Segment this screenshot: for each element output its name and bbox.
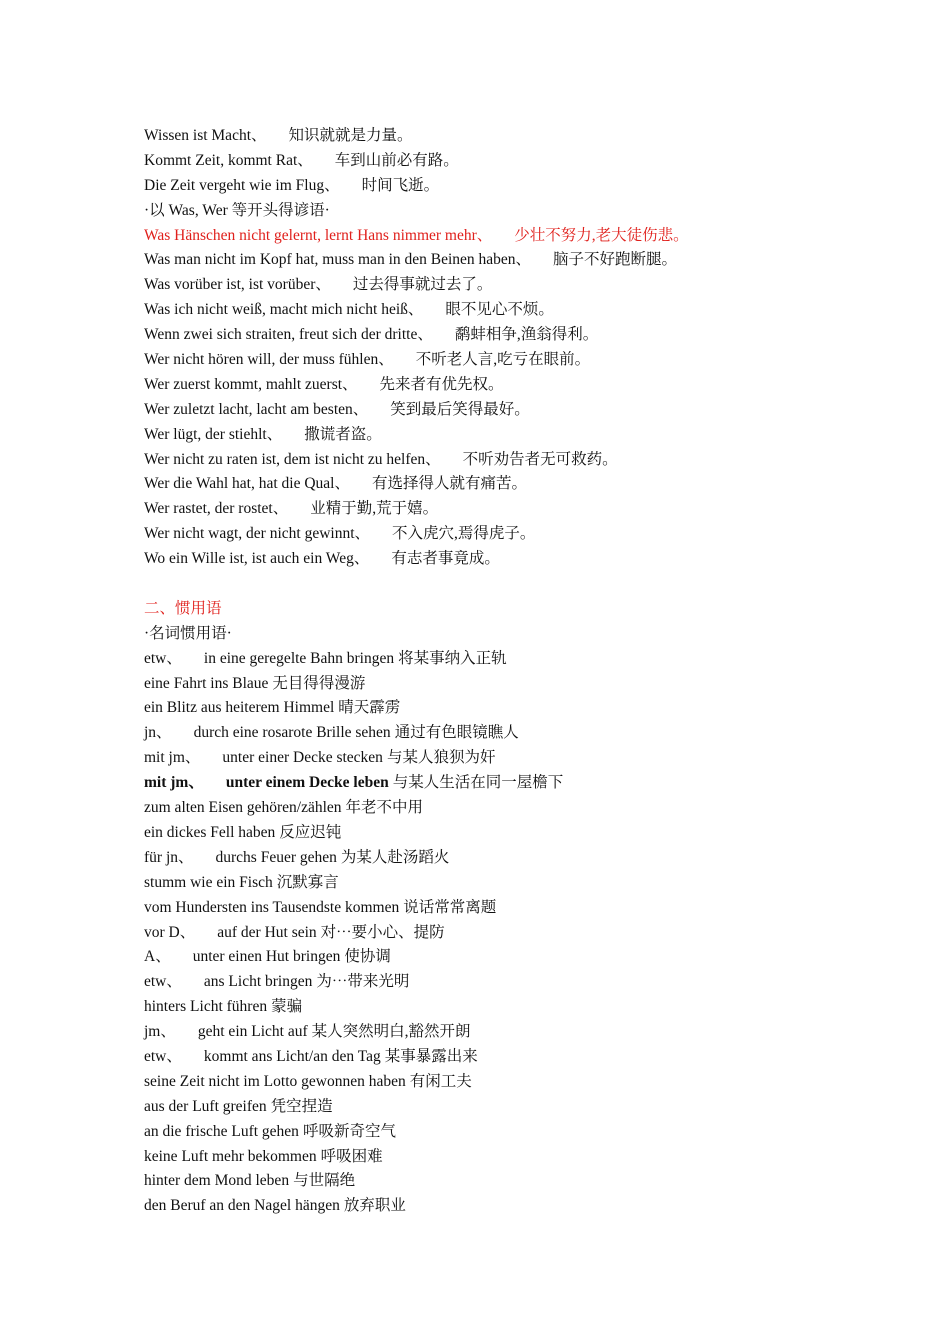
idiom-prefix: etw、 [144,973,182,991]
proverb-chinese: 鹬蚌相争,渔翁得利。 [454,326,599,344]
idiom-chinese: 凭空捏造 [270,1097,333,1115]
proverb-line [144,124,864,149]
idiom-chinese: 有闲工夫 [409,1072,472,1090]
idiom-line [144,945,864,970]
idiom-line [144,721,864,746]
idiom-prefix: vor D、 [144,923,196,941]
idiom-prefix: jm、 [144,1023,176,1041]
proverb-line [144,348,864,373]
idiom-chinese: 说话常常离题 [403,898,497,916]
idiom-line [144,1095,864,1120]
proverb-line [144,547,864,572]
idiom-line [144,746,864,771]
proverb-chinese: 有志者事竟成。 [391,550,500,568]
proverb-chinese: 车到山前必有路。 [334,151,459,169]
idiom-chinese: 年老不中用 [345,799,424,817]
idiom-german: den Beruf an den Nagel hängen [144,1197,340,1215]
idiom-line [144,1120,864,1145]
idiom-line [144,647,864,672]
proverb-line [144,323,864,348]
proverb-subheading [144,199,864,224]
proverb-german: Wenn zwei sich straiten, freut sich der dritte、 [144,326,433,344]
proverbs-section [144,124,864,572]
idiom-chinese: 通过有色眼镜瞧人 [394,724,519,742]
proverb-chinese: 眼不见心不烦。 [445,301,554,319]
idiom-german: an die frische Luft gehen [144,1122,299,1140]
proverb-german: Wer nicht wagt, der nicht gewinnt、 [144,525,371,543]
idiom-german: kommt ans Licht/an den Tag [203,1047,381,1065]
section-gap [144,572,864,597]
proverb-line [144,448,864,473]
section-heading: 二、惯用语 [144,599,222,617]
idiom-german: ans Licht bringen [203,973,313,991]
idiom-prefix: für jn、 [144,848,194,866]
idiom-german: geht ein Licht auf [197,1023,308,1041]
idiom-line [144,1070,864,1095]
proverb-german: Was Hänschen nicht gelernt, lernt Hans nimmer mehr、 [144,226,493,244]
idiom-line-bold [144,771,864,796]
idiom-prefix: mit jm、 [144,749,201,767]
idiom-german: keine Luft mehr bekommen [144,1147,317,1165]
proverb-german: Die Zeit vergeht wie im Flug、 [144,176,340,194]
idiom-german: aus der Luft greifen [144,1097,267,1115]
idiom-german: durch eine rosarote Brille sehen [193,724,391,742]
proverb-line [144,298,864,323]
idiom-line [144,821,864,846]
idiom-line [144,921,864,946]
idiom-chinese: 呼吸新奇空气 [302,1122,396,1140]
idiom-chinese: 为⋯带来光明 [316,973,410,991]
proverb-german: Was man nicht im Kopf hat, muss man in den Beinen haben、 [144,251,532,269]
idiom-chinese: 无目得得漫游 [272,674,366,692]
proverb-line [144,398,864,423]
proverb-german: Kommt Zeit, kommt Rat、 [144,151,313,169]
idiom-german: seine Zeit nicht im Lotto gewonnen haben [144,1072,406,1090]
proverb-line [144,373,864,398]
proverb-chinese: 不听劝告者无可救药。 [462,450,618,468]
proverb-german: Wer nicht zu raten ist, dem ist nicht zu helfen、 [144,450,441,468]
idiom-prefix: etw、 [144,1047,182,1065]
idiom-chinese: 反应迟钝 [279,823,342,841]
idiom-german: zum alten Eisen gehören/zählen [144,799,342,817]
idiom-chinese: 放弃职业 [343,1197,406,1215]
idiom-german: hinters Licht führen [144,998,268,1016]
idiom-chinese: 将某事纳入正轨 [398,649,507,667]
proverb-chinese: 业精于勤,荒于嬉。 [310,500,439,518]
proverb-line [144,174,864,199]
proverb-german: Wo ein Wille ist, ist auch ein Weg、 [144,550,370,568]
proverb-line [144,472,864,497]
section-subheading: ·名词惯用语· [144,624,232,642]
proverb-line [144,248,864,273]
idiom-prefix: mit jm、 [144,774,204,792]
proverb-german: Wissen ist Macht、 [144,127,267,144]
proverb-chinese: 脑子不好跑断腿。 [553,251,678,269]
idiom-german: eine Fahrt ins Blaue [144,674,269,692]
idiom-chinese: 呼吸困难 [320,1147,383,1165]
idiom-prefix: A、 [144,948,171,966]
idiom-german: auf der Hut sein [217,923,317,941]
proverb-german: Was ich nicht weiß, macht mich nicht heiß、 [144,301,424,319]
proverb-chinese: 笑到最后笑得最好。 [390,400,530,418]
idiom-line [144,672,864,697]
idiom-chinese: 与某人生活在同一屋檐下 [392,774,564,792]
proverb-line [144,522,864,547]
idiom-line [144,696,864,721]
proverb-chinese: 过去得事就过去了。 [352,276,493,294]
proverb-german: Wer rastet, der rostet、 [144,500,289,518]
idiom-german: hinter dem Mond leben [144,1172,290,1190]
idiom-german: durchs Feuer gehen [215,848,337,866]
idiom-line [144,1020,864,1045]
proverb-line [144,273,864,298]
idiom-german: vom Hundersten ins Tausendste kommen [144,898,400,916]
idiom-chinese: 与某人狼狈为奸 [386,749,496,767]
proverb-german: Wer die Wahl hat, hat die Qual、 [144,475,350,493]
proverb-chinese: 不入虎穴,焉得虎子。 [392,525,536,543]
proverb-german: Wer zuletzt lacht, lacht am besten、 [144,400,369,418]
idiom-german: ein dickes Fell haben [144,823,276,841]
idiom-german: in eine geregelte Bahn bringen [203,649,395,667]
idiom-line [144,995,864,1020]
idiom-line [144,1169,864,1194]
idiom-german: unter einen Hut bringen [192,948,341,966]
proverb-chinese: 少壮不努力,老大徒伤悲。 [514,226,689,244]
idiom-chinese: 对⋯要小心、提防 [320,923,445,941]
proverb-german: Wer lügt, der stiehlt、 [144,425,283,443]
idiom-line [144,796,864,821]
proverb-line [144,423,864,448]
proverb-line [144,149,864,174]
proverb-chinese: 有选择得人就有痛苦。 [371,475,527,493]
idiom-chinese: 晴天霹雳 [338,699,401,717]
proverb-german: Wer zuerst kommt, mahlt zuerst、 [144,375,358,393]
proverb-german: Was vorüber ist, ist vorüber、 [144,276,331,294]
proverb-chinese: 不听老人言,吃亏在眼前。 [415,351,591,369]
idiom-german: unter einer Decke stecken [222,749,383,767]
idiom-german: ein Blitz aus heiterem Himmel [144,699,335,717]
idiom-line [144,970,864,995]
idiom-line [144,846,864,871]
idiom-chinese: 与世隔绝 [293,1172,356,1190]
idiom-chinese: 为某人赴汤蹈火 [340,848,450,866]
proverb-subheading-text: ·以 Was, Wer 等开头得谚语· [144,201,330,219]
idiom-chinese: 某事暴露出来 [384,1047,478,1065]
idiom-line [144,1145,864,1170]
idiom-chinese: 使协调 [344,948,391,966]
proverb-chinese: 先来者有优先权。 [379,375,504,393]
idioms-section [144,597,864,1219]
idiom-line [144,896,864,921]
idiom-line [144,1194,864,1219]
idiom-chinese: 某人突然明白,豁然开朗 [311,1023,471,1041]
proverb-chinese: 知识就就是力量。 [288,127,413,144]
proverb-chinese: 时间飞逝。 [361,176,440,194]
idiom-german: stumm wie ein Fisch [144,873,273,891]
proverb-chinese: 撒谎者盗。 [304,425,382,443]
idiom-line [144,871,864,896]
proverb-line-highlighted [144,224,864,249]
idiom-prefix: jn、 [144,724,172,742]
idiom-prefix: etw、 [144,649,182,667]
proverb-german: Wer nicht hören will, der muss fühlen、 [144,351,394,369]
idiom-chinese: 蒙骗 [271,998,303,1016]
idiom-german: unter einem Decke leben [225,774,389,792]
document-page [144,124,864,1219]
idiom-line [144,1045,864,1070]
proverb-line [144,497,864,522]
idiom-chinese: 沉默寡言 [276,873,339,891]
